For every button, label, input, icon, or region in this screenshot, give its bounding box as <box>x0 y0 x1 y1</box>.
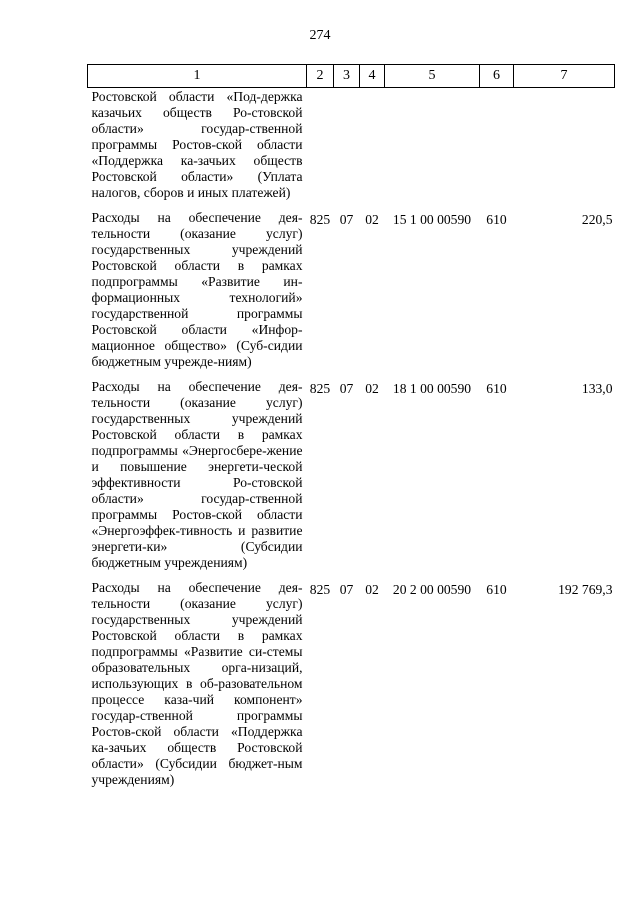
table-row <box>88 379 615 580</box>
row-csr: 20 2 00 00590 <box>392 582 472 597</box>
row-amount: 220,5 <box>581 212 613 227</box>
header-col-5: 5 <box>385 65 480 88</box>
header-col-4: 4 <box>360 65 385 88</box>
row-vr: 610 <box>486 582 507 597</box>
row-rz: 07 <box>339 582 354 597</box>
row-csr: 15 1 00 00590 <box>392 212 472 227</box>
header-col-2: 2 <box>307 65 334 88</box>
table-row-continuation <box>88 88 615 211</box>
row-ved: 825 <box>309 381 331 396</box>
row-rz: 07 <box>339 212 354 227</box>
row-pr: 02 <box>365 381 379 396</box>
table-row <box>88 580 615 797</box>
row-rz: 07 <box>339 381 354 396</box>
page-number: 274 <box>309 28 331 43</box>
row-vr: 610 <box>486 381 507 396</box>
row-pr: 02 <box>365 582 379 597</box>
budget-table <box>87 64 615 797</box>
row-pr: 02 <box>365 212 379 227</box>
header-col-7: 7 <box>514 65 615 88</box>
row-amount: 133,0 <box>581 381 613 396</box>
row-description: Расходы на обеспечение дея-тельности (оказание услуг) государственных учреждений Ростовской области в рамках подпрограммы «Энергосбере-жение и повышение энергети-ческой эффективности Ро-стовской области» государ-ственной программы Ростов-ской области «Энергоэффек-тивность и развитие энергети-ки» (Субсидии бюджетным учреждениям) <box>91 379 303 570</box>
row-description: Расходы на обеспечение дея-тельности (оказание услуг) государственных учреждений Ростовской области в рамках подпрограммы «Развитие ин-формационных технологий» государственной программы Ростовской области «Инфор-мационное общество» (Суб-сидии бюджетным учрежде-ниям) <box>91 210 303 369</box>
header-col-6: 6 <box>480 65 514 88</box>
header-col-1: 1 <box>88 65 307 88</box>
table-row <box>88 210 615 379</box>
row-description: Ростовской области «Под-держка казачьих обществ Ро-стовской области» государ-ственной программы Ростов-ской области «Поддержка ка-зачьих обществ Ростовской области» (Уплата налогов, сборов и иных платежей) <box>91 89 303 200</box>
header-col-3: 3 <box>334 65 360 88</box>
row-ved: 825 <box>309 582 331 597</box>
row-csr: 18 1 00 00590 <box>392 381 472 396</box>
row-vr: 610 <box>486 212 507 227</box>
row-description: Расходы на обеспечение дея-тельности (оказание услуг) государственных учреждений Ростовской области в рамках подпрограммы «Развитие си-стемы образовательных орга-низаций, использующих в об-разовательном процессе каза-чий компонент» государ-ственной программы Ростов-ской области «Поддержка ка-зачьих обществ Ростовской области» (Субсидии бюджет-ным учреждениям) <box>91 580 303 787</box>
row-ved: 825 <box>309 212 331 227</box>
header-row <box>88 65 615 88</box>
row-amount: 192 769,3 <box>558 582 613 597</box>
